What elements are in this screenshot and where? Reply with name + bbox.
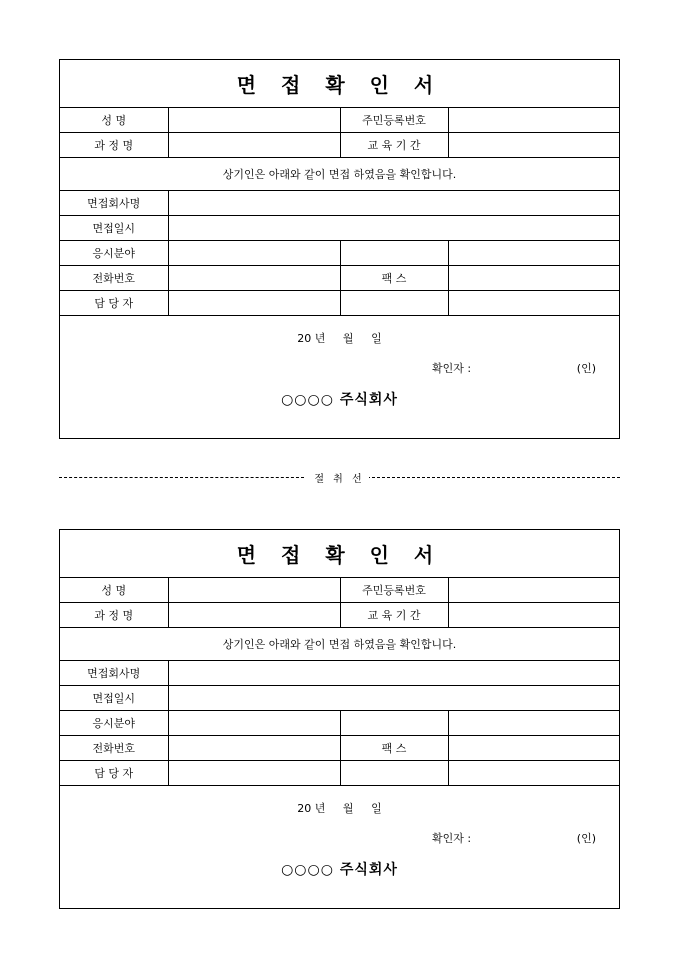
date-day: 일 <box>371 802 382 815</box>
course-field[interactable] <box>168 133 340 158</box>
company-name: ○○○○ 주식회사 <box>281 392 398 408</box>
seal-label: (인) <box>576 362 596 375</box>
interview-date-label: 면접일시 <box>60 686 168 711</box>
period-label: 교 육 기 간 <box>340 603 448 628</box>
manager-extra-2[interactable] <box>448 761 619 786</box>
date-line <box>60 330 619 346</box>
confirmation-form-top <box>59 59 620 439</box>
date-day: 일 <box>371 332 382 345</box>
confirmation-form-bottom <box>59 529 620 909</box>
manager-label: 담 당 자 <box>60 291 168 316</box>
seal-label: (인) <box>576 832 596 845</box>
date-year: 20 년 <box>297 802 326 815</box>
field-value[interactable] <box>168 241 340 266</box>
course-label: 과 정 명 <box>60 133 168 158</box>
company-name-label: 면접회사명 <box>60 191 168 216</box>
resident-number-label: 주민등록번호 <box>340 108 448 133</box>
field-extra-2[interactable] <box>448 711 619 736</box>
field-value[interactable] <box>168 711 340 736</box>
phone-field[interactable] <box>168 736 340 761</box>
form-table <box>60 60 619 438</box>
signature-section <box>60 316 619 439</box>
phone-label: 전화번호 <box>60 736 168 761</box>
signature-section <box>60 786 619 909</box>
date-month: 월 <box>342 332 354 345</box>
period-field[interactable] <box>448 603 619 628</box>
resident-number-label: 주민등록번호 <box>340 578 448 603</box>
fax-label: 팩 스 <box>340 736 448 761</box>
date-year: 20 년 <box>297 332 326 345</box>
phone-label: 전화번호 <box>60 266 168 291</box>
manager-field[interactable] <box>168 761 340 786</box>
manager-extra-2[interactable] <box>448 291 619 316</box>
manager-field[interactable] <box>168 291 340 316</box>
date-month: 월 <box>342 802 354 815</box>
name-field[interactable] <box>168 578 340 603</box>
manager-extra-1[interactable] <box>340 761 448 786</box>
fax-field[interactable] <box>448 266 619 291</box>
phone-field[interactable] <box>168 266 340 291</box>
confirmer-label: 확인자 : <box>432 832 472 845</box>
fax-field[interactable] <box>448 736 619 761</box>
form-table <box>60 530 619 908</box>
field-extra-2[interactable] <box>448 241 619 266</box>
field-extra-1[interactable] <box>340 241 448 266</box>
field-extra-1[interactable] <box>340 711 448 736</box>
interview-date-field[interactable] <box>168 216 619 241</box>
cut-line-label: 절 취 선 <box>310 474 368 485</box>
name-label: 성 명 <box>60 108 168 133</box>
period-field[interactable] <box>448 133 619 158</box>
confirmation-sentence: 상기인은 아래와 같이 면접 하였음을 확인합니다. <box>60 628 619 661</box>
course-label: 과 정 명 <box>60 603 168 628</box>
field-label: 응시분야 <box>60 711 168 736</box>
field-label: 응시분야 <box>60 241 168 266</box>
name-label: 성 명 <box>60 578 168 603</box>
manager-extra-1[interactable] <box>340 291 448 316</box>
interview-date-label: 면접일시 <box>60 216 168 241</box>
manager-label: 담 당 자 <box>60 761 168 786</box>
confirmer-label: 확인자 : <box>432 362 472 375</box>
resident-number-field[interactable] <box>448 108 619 133</box>
name-field[interactable] <box>168 108 340 133</box>
form-title: 면 접 확 인 서 <box>60 60 619 108</box>
course-field[interactable] <box>168 603 340 628</box>
form-title: 면 접 확 인 서 <box>60 530 619 578</box>
date-line <box>60 800 619 816</box>
company-name-field[interactable] <box>168 661 619 686</box>
resident-number-field[interactable] <box>448 578 619 603</box>
period-label: 교 육 기 간 <box>340 133 448 158</box>
interview-date-field[interactable] <box>168 686 619 711</box>
company-name: ○○○○ 주식회사 <box>281 862 398 878</box>
fax-label: 팩 스 <box>340 266 448 291</box>
cut-line <box>59 470 620 484</box>
company-name-field[interactable] <box>168 191 619 216</box>
company-name-label: 면접회사명 <box>60 661 168 686</box>
confirmation-sentence: 상기인은 아래와 같이 면접 하였음을 확인합니다. <box>60 158 619 191</box>
